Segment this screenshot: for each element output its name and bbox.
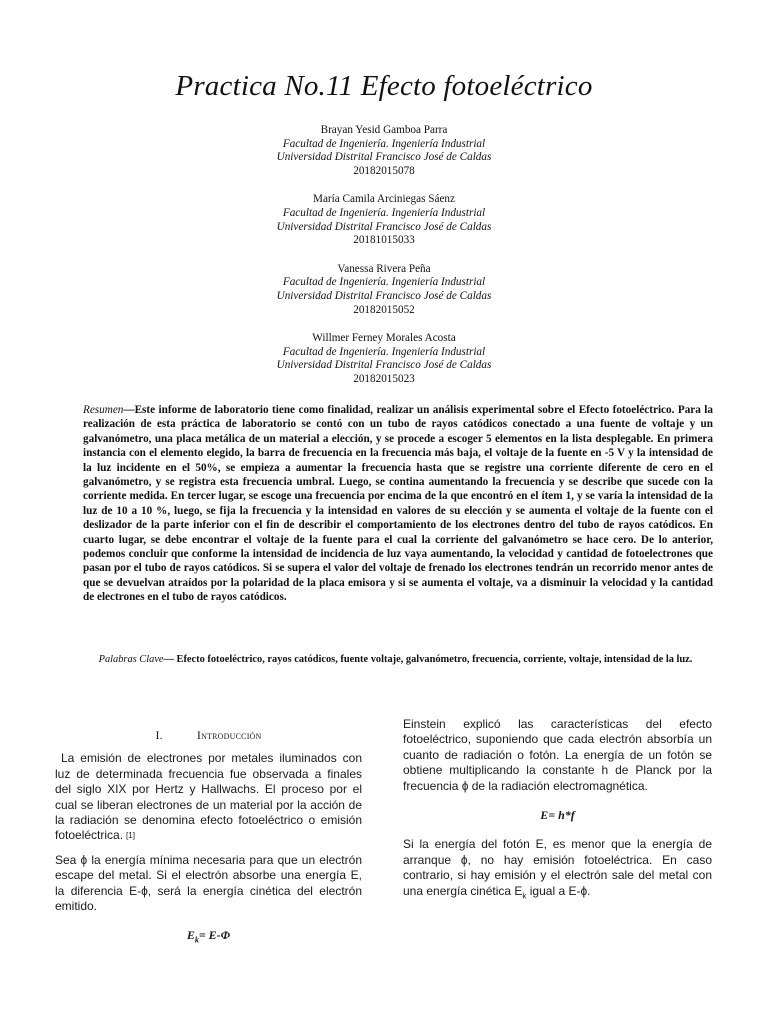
eq-subscript: k bbox=[194, 935, 199, 945]
right-column bbox=[403, 717, 712, 911]
author-id: 20181015033 bbox=[353, 234, 415, 247]
author-faculty: Facultad de Ingeniería. Ingeniería Industrial bbox=[282, 345, 486, 358]
author-entry bbox=[0, 263, 768, 317]
author-id: 20182015078 bbox=[353, 164, 415, 177]
author-faculty: Facultad de Ingeniería. Ingeniería Industrial bbox=[282, 276, 486, 289]
author-university: Universidad Distrital Francisco José de Caldas bbox=[276, 359, 492, 372]
emission-text-a: Si la energía del fotón E, es menor que la energía de arranque ϕ, no hay emisión fotoeléctrica. En caso contrario, si hay emisión y el electrón sale del metal con una energía cinética E bbox=[403, 837, 712, 898]
author-id: 20182015052 bbox=[353, 303, 415, 316]
keywords-label: Palabras Clave bbox=[98, 654, 164, 665]
author-faculty: Facultad de Ingeniería. Ingeniería Industrial bbox=[282, 206, 486, 219]
author-university: Universidad Distrital Francisco José de Caldas bbox=[276, 289, 492, 302]
energy-paragraph: Sea ϕ la energía mínima necesaria para que un electrón escape del metal. Si el electrón absorbe una energía E, la diferencia E-ϕ, será la energía cinética del electrón emitido. bbox=[55, 852, 362, 914]
section-title: Introducción bbox=[196, 728, 262, 742]
intro-paragraph bbox=[55, 751, 362, 844]
equation-kinetic-energy bbox=[55, 928, 362, 948]
abstract bbox=[83, 403, 713, 605]
author-university: Universidad Distrital Francisco José de Caldas bbox=[276, 151, 492, 164]
emission-paragraph bbox=[403, 837, 712, 903]
author-name: María Camila Arciniegas Sáenz bbox=[313, 193, 455, 206]
author-name: Brayan Yesid Gamboa Parra bbox=[320, 124, 448, 136]
keywords-text: Efecto fotoeléctrico, rayos catódicos, fuente voltaje, galvanómetro, frecuencia, corriente, voltaje, intensidad de la luz. bbox=[173, 654, 693, 665]
abstract-text: Este informe de laboratorio tiene como finalidad, realizar un análisis experimental sobre el Efecto fotoeléctrico. Para la realización de esta práctica de laboratorio se contó con un tubo de rayos catódicos conectado a una fuente de voltaje y un galvanómetro, una placa metálica de un material a elección, y se procede a escoger 5 elementos en la lista desplegable. En primera instancia con el elemento elegido, la barra de frecuencia en la frecuencia más baja, el voltaje de la fuente en -5 V y la intensidad de la luz incidente en el 50%, se empieza a aumentar la frecuencia hasta que se registre una corriente diferente de cero en el galvanómetro, y se registra esta frecuencia umbral. Luego, se contina aumentando la frecuencia y se describe que sucede con la corriente medida. En tercer lugar, se escoge una frecuencia por encima de la que encontró en el ítem 1, y se varía la intensidad de la luz de 10 a 10 %, luego, se fija la frecuencia y la intensidad en valores de su elección y se aumenta el voltaje de la fuente con el deslizador de la parte inferior con el fin de describir el comportamiento de los electrones dentro del tubo de rayos catódicos. En cuarto lugar, se debe encontrar el voltaje de la fuente para el cual la corriente del galvanómetro se hace cero. De lo anterior, podemos concluir que conforme la intensidad de incidencia de luz vaya aumentando, la velocidad y cantidad de fotoelectrones que pasan por el tubo de rayos catódicos. Si se supera el valor del voltaje de frenado los electrones tendrán un recorrido menor antes de que se devuelvan atraídos por la polaridad de la placa emisora y si se aumenta el voltaje, va a disminuir la velocidad y la cantidad de electrones en el tubo de rayos catódicos. bbox=[83, 404, 713, 604]
author-entry bbox=[0, 124, 768, 178]
emission-subscript: k bbox=[522, 891, 527, 901]
citation: [1] bbox=[126, 831, 135, 841]
keywords bbox=[73, 654, 718, 665]
author-block bbox=[0, 124, 768, 402]
section-number: I. bbox=[155, 728, 163, 742]
author-entry bbox=[0, 193, 768, 247]
eq-symbol: E bbox=[186, 928, 195, 943]
keywords-dash: — bbox=[163, 654, 174, 665]
abstract-label: Resumen bbox=[83, 404, 124, 416]
author-university: Universidad Distrital Francisco José de Caldas bbox=[276, 220, 492, 233]
left-column bbox=[55, 715, 362, 962]
eq-rhs: = E-Φ bbox=[198, 928, 231, 943]
emission-text-b: igual a E-ϕ. bbox=[526, 883, 591, 898]
intro-paragraph-text: La emisión de electrones por metales iluminados con luz de determinada frecuencia fue observada a finales del siglo XIX por Hertz y Hallwachs. El proceso por el cual se liberan electrones de un material por la acción de la radiación se denomina efecto fotoeléctrico o emisión fotoeléctrica. bbox=[55, 751, 362, 843]
section-heading bbox=[55, 728, 362, 743]
author-entry bbox=[0, 332, 768, 386]
author-name: Vanessa Rivera Peña bbox=[337, 262, 431, 275]
author-id: 20182015023 bbox=[353, 372, 415, 385]
einstein-paragraph: Einstein explicó las características del efecto fotoeléctrico, suponiendo que cada electrón absorbía un cuanto de radiación o fotón. La energía de un fotón se obtiene multiplicando la constante h de Planck por la frecuencia ϕ de la radiación electromagnética. bbox=[403, 717, 712, 793]
author-faculty: Facultad de Ingeniería. Ingeniería Industrial bbox=[282, 137, 486, 150]
abstract-dash: — bbox=[123, 404, 135, 416]
equation-photon-energy: E= h*f bbox=[540, 808, 575, 823]
author-name: Willmer Ferney Morales Acosta bbox=[312, 332, 456, 345]
paper-title: Practica No.11 Efecto fotoeléctrico bbox=[175, 70, 593, 102]
